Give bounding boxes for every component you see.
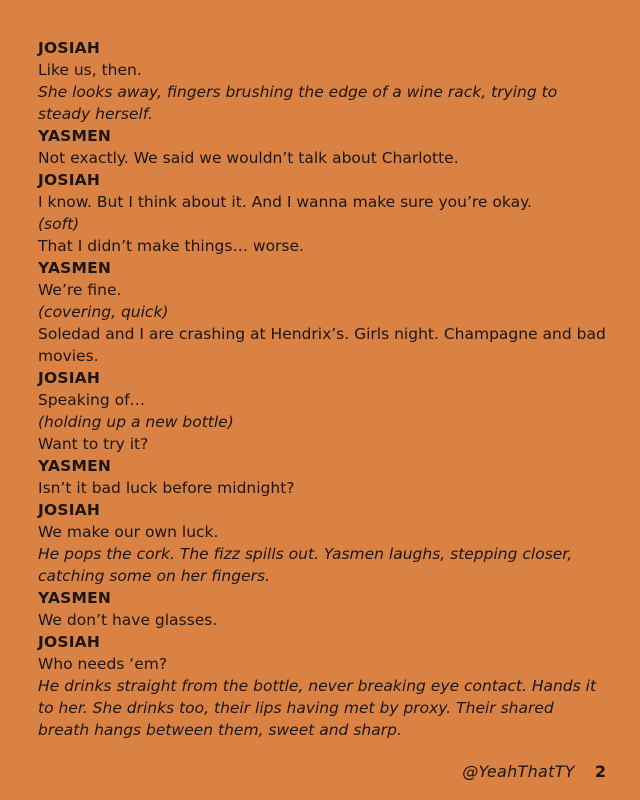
- dialogue-line: We make our own luck.: [38, 523, 219, 541]
- speaker-name: YASMEN: [38, 259, 112, 277]
- dialogue-line: Who needs ‘em?: [38, 655, 168, 673]
- dialogue-line: Like us, then.: [38, 61, 142, 79]
- parenthetical: (covering, quick): [38, 303, 169, 321]
- author-handle: @YeahThatTY: [462, 762, 575, 781]
- speaker-name: YASMEN: [38, 127, 112, 145]
- speaker-name: JOSIAH: [38, 501, 101, 519]
- parenthetical: (soft): [38, 215, 80, 233]
- action-line: She looks away, fingers brushing the edge of a wine rack, trying to steady herself.: [38, 83, 558, 123]
- dialogue-line: Soledad and I are crashing at Hendrix’s. Girls night. Champagne and bad movies.: [38, 325, 606, 365]
- speaker-name: YASMEN: [38, 589, 112, 607]
- action-line: He drinks straight from the bottle, never breaking eye contact. Hands it to her. She drinks too, their lips having met by proxy. Their shared breath hangs between them, sweet and sharp.: [38, 677, 597, 739]
- page-footer: [462, 762, 606, 781]
- speaker-name: JOSIAH: [38, 171, 101, 189]
- dialogue-line: Want to try it?: [38, 435, 149, 453]
- speaker-name: YASMEN: [38, 457, 112, 475]
- dialogue-line: Not exactly. We said we wouldn’t talk about Charlotte.: [38, 149, 459, 167]
- screenplay-page: [38, 37, 608, 741]
- action-line: He pops the cork. The fizz spills out. Yasmen laughs, stepping closer, catching some on her fingers.: [38, 545, 573, 585]
- dialogue-line: Speaking of…: [38, 391, 146, 409]
- dialogue-line: That I didn’t make things… worse.: [38, 237, 304, 255]
- speaker-name: JOSIAH: [38, 39, 101, 57]
- dialogue-line: We don’t have glasses.: [38, 611, 218, 629]
- parenthetical: (holding up a new bottle): [38, 413, 234, 431]
- speaker-name: JOSIAH: [38, 369, 101, 387]
- dialogue-line: I know. But I think about it. And I wanna make sure you’re okay.: [38, 193, 532, 211]
- dialogue-line: We’re fine.: [38, 281, 122, 299]
- page-number: 2: [594, 762, 606, 781]
- speaker-name: JOSIAH: [38, 633, 101, 651]
- dialogue-line: Isn’t it bad luck before midnight?: [38, 479, 295, 497]
